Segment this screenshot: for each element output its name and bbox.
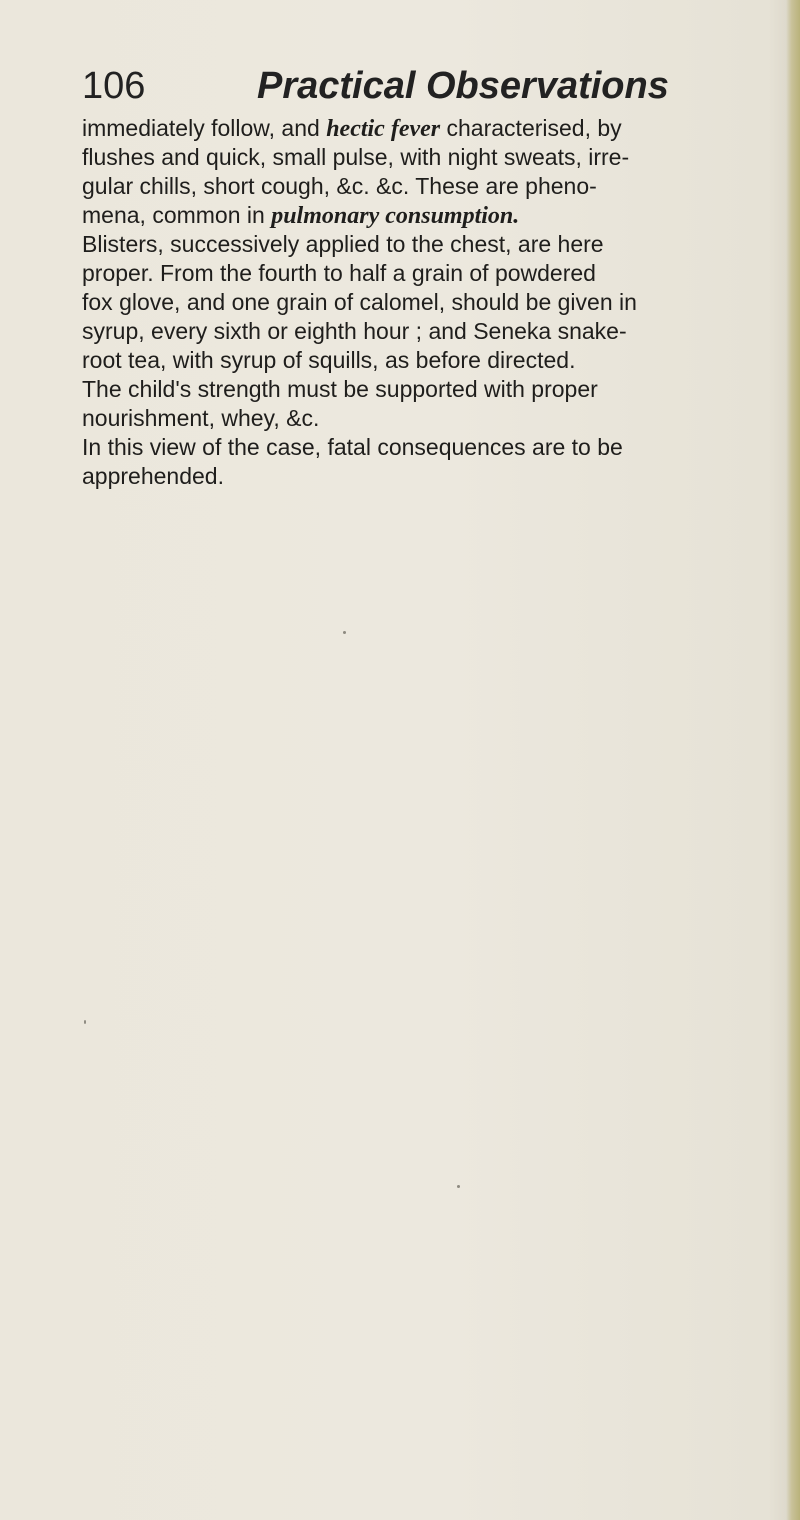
text-run: nourishment, whey, &c. xyxy=(82,405,320,431)
text-run: fox glove, and one grain of calomel, should be given in xyxy=(82,289,637,315)
text-run: Blisters, successively applied to the chest, are here xyxy=(82,231,604,257)
paper-speck xyxy=(343,631,346,634)
text-run: In this view of the case, fatal consequences are to be xyxy=(82,434,623,460)
paper-speck xyxy=(457,1185,460,1188)
text-run: gular chills, short cough, &c. &c. These are pheno- xyxy=(82,173,597,199)
italic-phrase: hectic fever xyxy=(326,116,441,142)
text-run: immediately follow, and xyxy=(82,115,327,141)
text-line xyxy=(82,404,762,433)
text-line xyxy=(82,288,762,317)
page-number: 106 xyxy=(82,65,146,107)
text-line xyxy=(82,433,762,462)
text-run: flushes and quick, small pulse, with night sweats, irre- xyxy=(82,144,630,170)
text-run: apprehended. xyxy=(82,463,224,489)
text-line xyxy=(82,143,762,172)
text-run: characterised, by xyxy=(440,115,622,141)
page-edge xyxy=(786,0,800,1520)
text-line xyxy=(82,172,762,201)
text-run: syrup, every sixth or eighth hour ; and Seneka snake- xyxy=(82,318,627,344)
text-line xyxy=(82,375,762,404)
text-run: proper. From the fourth to half a grain of powdered xyxy=(82,260,596,286)
text-line xyxy=(82,317,762,346)
text-run: root tea, with syrup of squills, as before directed. xyxy=(82,347,576,373)
text-line xyxy=(82,114,762,143)
text-run: mena, common in xyxy=(82,202,272,228)
paper-speck xyxy=(84,1020,86,1024)
text-line xyxy=(82,259,762,288)
text-line xyxy=(82,346,762,375)
text-run: The child's strength must be supported with proper xyxy=(82,376,598,402)
running-head: Practical Observations xyxy=(257,65,669,107)
italic-phrase: pulmonary consumption. xyxy=(271,203,520,229)
text-line xyxy=(82,462,762,491)
page-header xyxy=(82,64,722,114)
text-line xyxy=(82,201,762,230)
text-line xyxy=(82,230,762,259)
body-text xyxy=(82,114,762,491)
